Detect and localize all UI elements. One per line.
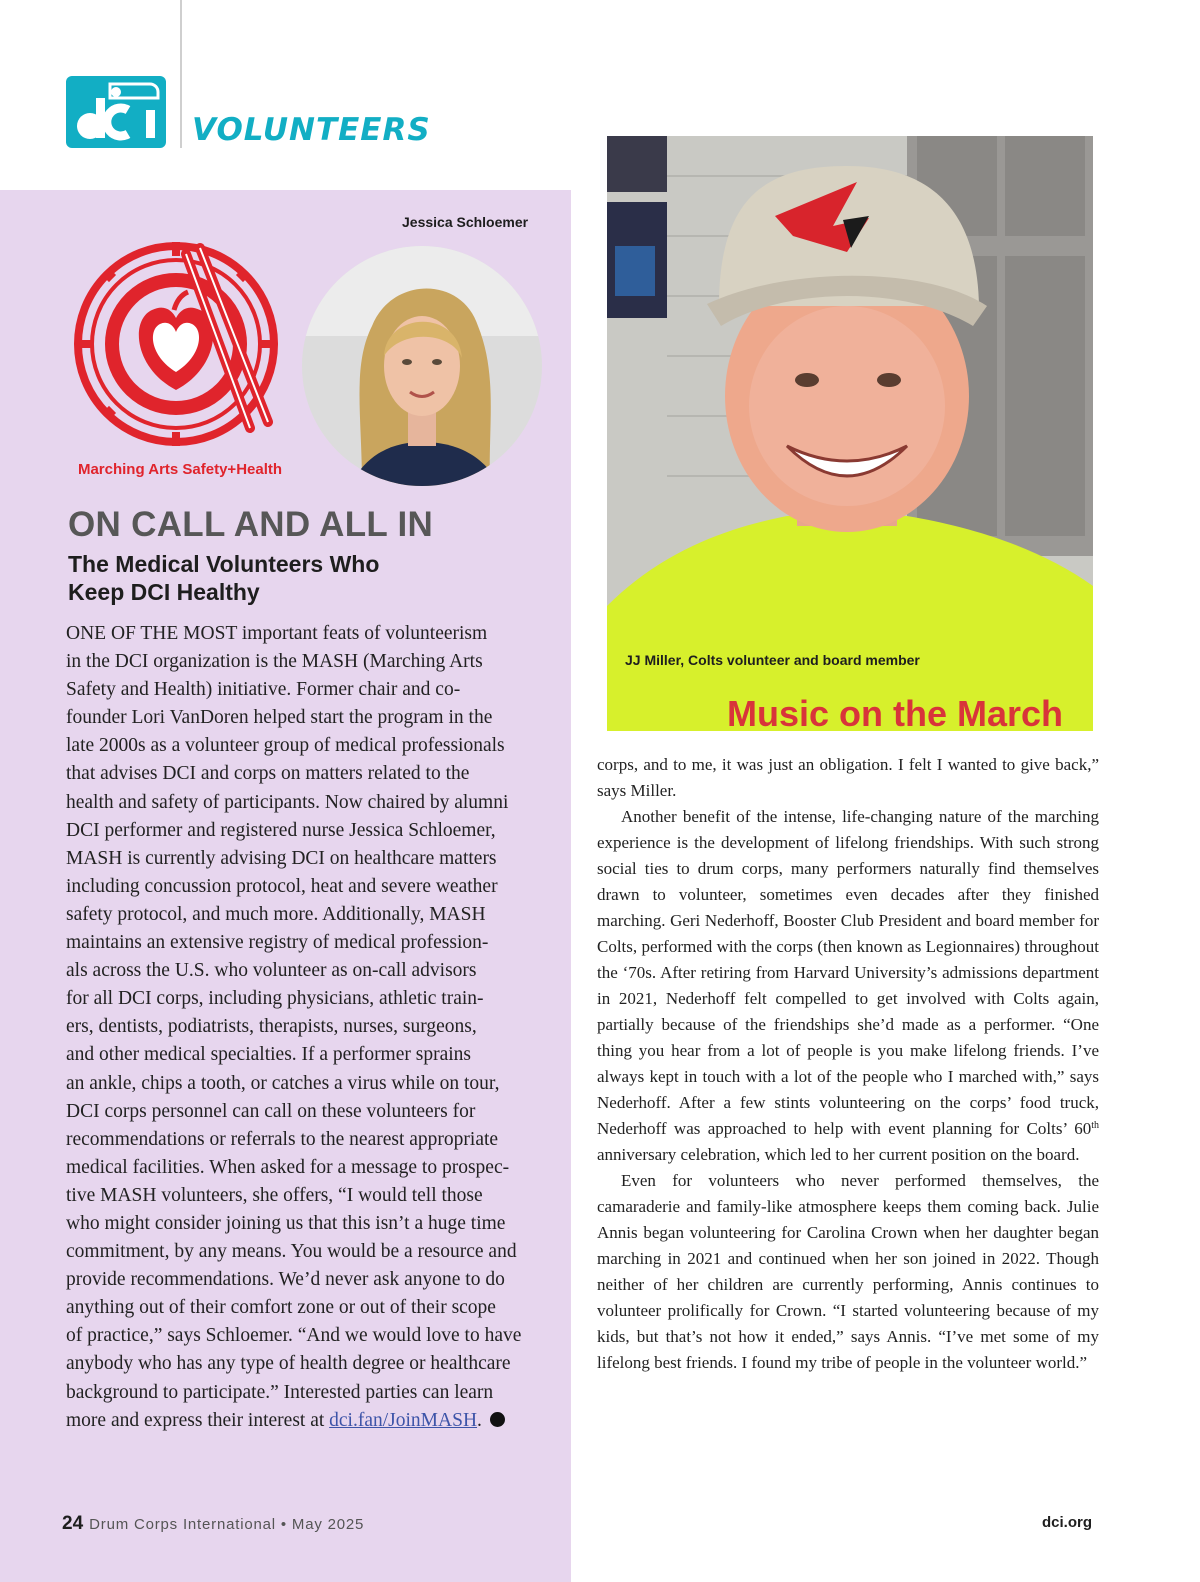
body-line: MASH is currently advising DCI on healthcare matters xyxy=(66,847,497,869)
body-line: anybody who has any type of health degree or healthcare xyxy=(66,1353,511,1375)
body-line: provide recommendations. We’d never ask anyone to do xyxy=(66,1269,505,1291)
body-line: ONE OF THE MOST important feats of volunteerism xyxy=(66,623,488,644)
body-line: health and safety of participants. Now chaired by alumni xyxy=(66,791,509,813)
mash-logo xyxy=(74,240,286,480)
section-title: VOLUNTEERS xyxy=(192,112,431,148)
shirt-text: Music on the March xyxy=(727,693,1064,731)
body-line: Safety and Health) initiative. Former chair and co- xyxy=(66,679,461,701)
footer-folio xyxy=(62,1513,364,1535)
body-line: for all DCI corps, including physicians, athletic train- xyxy=(66,988,484,1010)
body-line: an ankle, chips a tooth, or catches a virus while on tour, xyxy=(66,1072,500,1094)
body-line: ers, dentists, podiatrists, therapists, nurses, surgeons, xyxy=(66,1016,477,1038)
body-line: DCI performer and registered nurse Jessica Schloemer, xyxy=(66,819,496,841)
body-line: commitment, by any means. You would be a resource and xyxy=(66,1241,517,1263)
dci-logo-icon xyxy=(66,76,166,148)
body-line: tive MASH volunteers, she offers, “I would tell those xyxy=(66,1184,483,1206)
page-number: 24 xyxy=(62,1513,84,1534)
body-line: als across the U.S. who volunteer as on-call advisors xyxy=(66,960,477,982)
body-line: including concussion protocol, heat and severe weather xyxy=(66,875,498,897)
body-line: anything out of their comfort zone or out of their scope xyxy=(66,1297,496,1319)
body-line: background to participate.” Interested parties can learn xyxy=(66,1381,494,1403)
footer-website[interactable]: dci.org xyxy=(1041,1514,1092,1531)
header-divider xyxy=(180,0,182,148)
body-line: that advises DCI and corps on matters related to the xyxy=(66,763,470,785)
body-line: in the DCI organization is the MASH (Marching Arts xyxy=(66,651,483,673)
subhead-line: The Medical Volunteers Who xyxy=(68,551,380,577)
join-mash-link[interactable]: dci.fan/JoinMASH xyxy=(329,1409,478,1431)
portrait-caption: Jessica Schloemer xyxy=(402,214,529,230)
body-text: more and express their interest at xyxy=(66,1409,330,1431)
subhead-line: Keep DCI Healthy xyxy=(68,579,260,605)
paragraph-text: Another benefit of the intense, life-changing nature of the marching experience is the development of lifelong friendships. With such strong social ties to drum corps, many performers naturally find themselves drawn to volunteer, sometimes even decades after they finished marching. Geri Nederhoff, Booster Club President and board member for Colts, performed with the corps (then known as Legionnaires) throughout the ‘70s. After retiring from Harvard University’s admissions department in 2021, Nederhoff felt compelled to get involved with Colts again, partially because of the friendships she’d made as a performer. “One thing you hear from a lot of people is you make lifelong friends. I’ve always kept in touch with a lot of the people who I marched with,” says Nederhoff. After a few stints volunteering on the corps’ food truck, Nederhoff was approached to help with event planning for Colts’ 60 xyxy=(597,807,1099,1138)
body-line: medical facilities. When asked for a message to prospec- xyxy=(66,1156,510,1178)
body-line: who might consider joining us that this isn’t a huge time xyxy=(66,1212,506,1234)
article-subhead xyxy=(68,550,498,606)
body-line: DCI corps personnel can call on these volunteers for xyxy=(66,1100,476,1122)
article-headline: ON CALL AND ALL IN xyxy=(68,505,434,544)
body-line: maintains an extensive registry of medical profession- xyxy=(66,932,489,954)
body-line: safety protocol, and much more. Additionally, MASH xyxy=(66,903,486,925)
paragraph: Even for volunteers who never performed themselves, the camaraderie and family-like atmosphere keeps them coming back. Julie Annis began volunteering for Carolina Crown when her daughter began marching in 2021 and continued when her son joined in 2022. Though neither of her children are currently performing, Annis continues to volunteer prolifically for Crown. “I started volunteering because of my kids, but that’s not how it ended,” says Annis. “I’ve met some of my lifelong best friends. I found my tribe of people in the volunteer world.” xyxy=(597,1171,1099,1372)
portrait-photo xyxy=(302,246,542,486)
body-line: late 2000s as a volunteer group of medical professionals xyxy=(66,735,505,757)
body-line: of practice,” says Schloemer. “And we would love to have xyxy=(66,1325,522,1347)
body-line xyxy=(66,1407,546,1435)
mash-logo-text: Marching Arts Safety+Health xyxy=(77,461,283,478)
publication-info: Drum Corps International • May 2025 xyxy=(89,1516,365,1533)
paragraph: corps, and to me, it was just an obligation. I felt I wanted to give back,” says Miller. xyxy=(597,755,1099,800)
body-line: and other medical specialties. If a performer sprains xyxy=(66,1044,471,1066)
ordinal-suffix: th xyxy=(1091,1120,1099,1131)
end-mark-icon xyxy=(490,1412,505,1427)
photo-caption: JJ Miller, Colts volunteer and board member xyxy=(625,652,920,668)
body-text: . xyxy=(477,1409,482,1431)
right-column-text xyxy=(597,752,1099,1376)
body-line: recommendations or referrals to the nearest appropriate xyxy=(66,1128,499,1150)
sidebar-body-text xyxy=(66,620,546,1435)
jj-miller-photo xyxy=(607,136,1093,731)
body-line: founder Lori VanDoren helped start the program in the xyxy=(66,707,493,729)
paragraph-text: anniversary celebration, which led to her current position on the board. xyxy=(597,1145,1080,1164)
paragraph xyxy=(597,804,1099,1168)
